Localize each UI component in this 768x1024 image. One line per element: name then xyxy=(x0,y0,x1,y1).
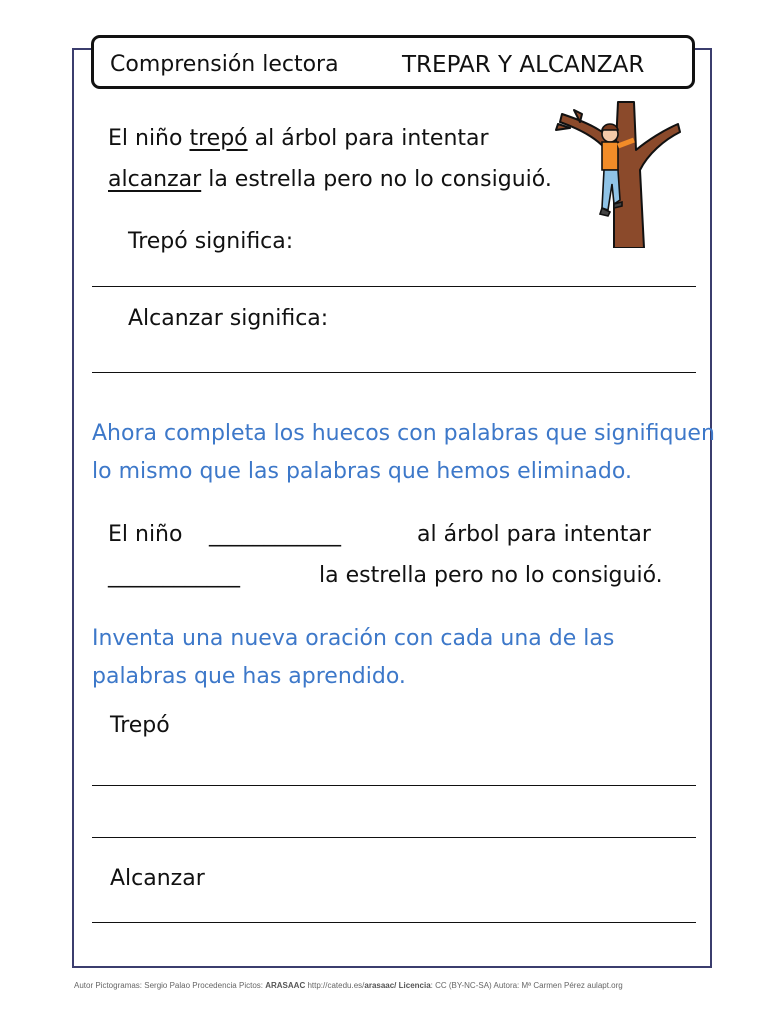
fill-blank-2[interactable]: ____________ xyxy=(108,563,240,588)
boy-climbing-tree-icon xyxy=(552,100,682,248)
sentence-line-trepo-1[interactable] xyxy=(92,785,696,786)
underlined-word-trepo: trepó xyxy=(189,126,248,151)
answer-line-alcanzar[interactable] xyxy=(92,372,696,373)
answer-line-trepo[interactable] xyxy=(92,286,696,287)
sentence-start: El niño xyxy=(108,126,183,151)
instruction-1-line-1: Ahora completa los huecos con palabras que signifiquen xyxy=(92,421,715,446)
sentence-line1-end: al árbol para intentar xyxy=(254,126,489,151)
footer-credits: Autor Pictogramas: Sergio Palao Procedencia Pictos: ARASAAC http://catedu.es/arasaac/ Licencia: CC (BY-NC-SA) Autora: Mª Carmen Pérez aulapt.org xyxy=(74,981,623,990)
word-alcanzar: Alcanzar xyxy=(110,866,205,891)
word-trepo: Trepó xyxy=(110,713,170,738)
fill-sentence-start: El niño xyxy=(108,522,183,547)
question-trepo: Trepó significa: xyxy=(128,229,294,254)
sentence-line-1 xyxy=(108,126,489,151)
fill-sentence-line2-end: la estrella pero no lo consiguió. xyxy=(319,563,663,588)
header-subject: Comprensión lectora xyxy=(110,52,339,77)
fill-blank-1[interactable]: ____________ xyxy=(209,522,341,547)
fill-sentence-line1-end: al árbol para intentar xyxy=(417,522,651,547)
instruction-2-line-1: Inventa una nueva oración con cada una de las xyxy=(92,626,615,651)
header-title: TREPAR Y ALCANZAR xyxy=(402,52,645,78)
sentence-line-2 xyxy=(108,167,552,192)
header-box xyxy=(91,35,695,89)
underlined-word-alcanzar: alcanzar xyxy=(108,167,202,192)
instruction-2-line-2: palabras que has aprendido. xyxy=(92,664,406,689)
instruction-1-line-2: lo mismo que las palabras que hemos eliminado. xyxy=(92,459,632,484)
sentence-line-trepo-2[interactable] xyxy=(92,837,696,838)
sentence-line-alcanzar[interactable] xyxy=(92,922,696,923)
question-alcanzar: Alcanzar significa: xyxy=(128,306,329,331)
sentence-line2-end: la estrella pero no lo consiguió. xyxy=(208,167,552,192)
